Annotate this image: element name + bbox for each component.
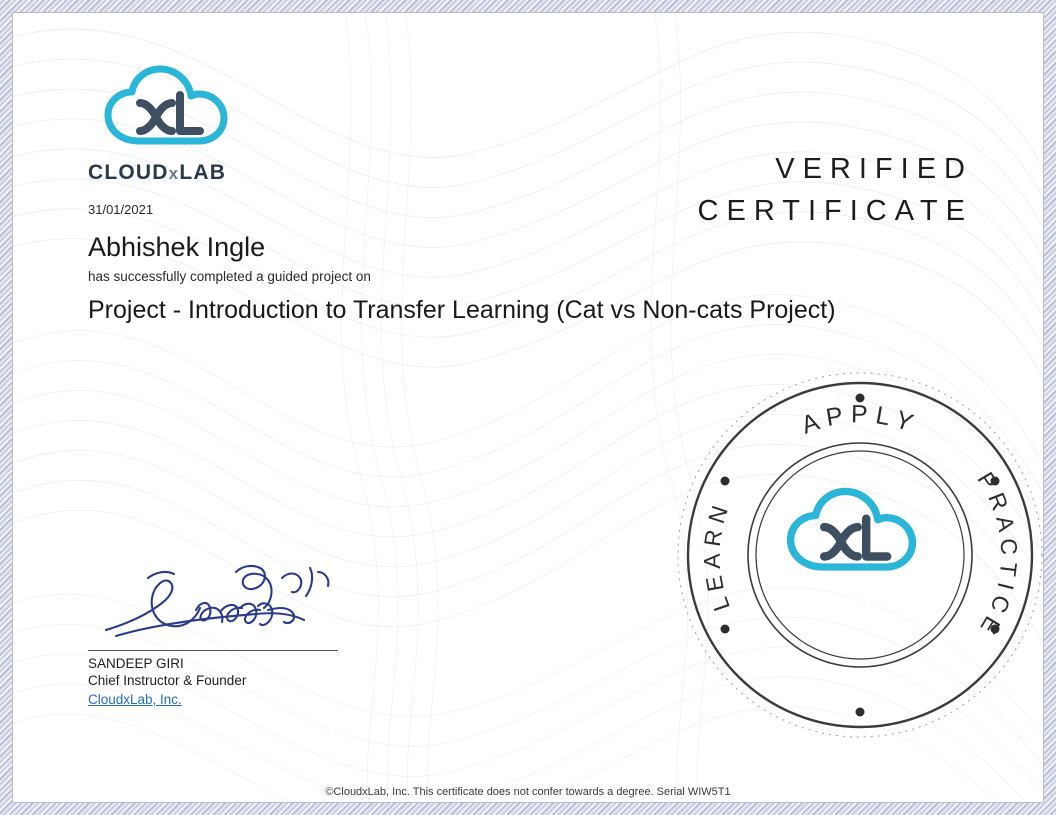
signer-name: SANDEEP GIRI [88,656,184,671]
svg-text:LEARN [699,497,735,615]
cloud-xl-logo-icon [96,61,256,157]
svg-text:APPLY [798,400,923,439]
verification-seal [668,363,1044,748]
signature-line [88,650,338,651]
logo-wordmark-lab: LAB [179,161,227,184]
svg-text:PRACTICE [972,467,1022,643]
logo-wordmark [88,161,288,185]
cloud-xl-logo-icon [791,491,913,567]
verified-certificate-heading [698,151,973,230]
logo-wordmark-x: x [168,164,180,183]
recipient-name: Abhishek Ingle [88,232,266,262]
course-title: Project - Introduction to Transfer Learning (Cat vs Non-cats Project) [88,296,836,324]
seal-text-practice: PRACTICE [972,467,1023,644]
signer-role: Chief Instructor & Founder [88,673,247,688]
logo-wordmark-cloud: CLOUD [88,161,169,184]
issue-date: 31/01/2021 [88,202,154,217]
sandeep-giri-signature [96,558,336,648]
seal-text-apply: APPLY [797,400,924,440]
heading-line-verified: VERIFIED [775,153,973,185]
certificate-footer: ©CloudxLab, Inc. This certificate does not confer towards a degree. Serial WIW5T1 [325,786,731,798]
certificate-content [13,13,1043,802]
signature-block [88,558,348,707]
signer-company-link[interactable]: CloudxLab, Inc. [88,692,182,707]
brand-logo [88,61,288,185]
certificate-inner-frame [12,12,1044,803]
heading-line-certificate: CERTIFICATE [697,195,973,228]
seal-text-learn: LEARN [698,496,735,615]
completion-statement: has successfully completed a guided project on [88,269,371,284]
